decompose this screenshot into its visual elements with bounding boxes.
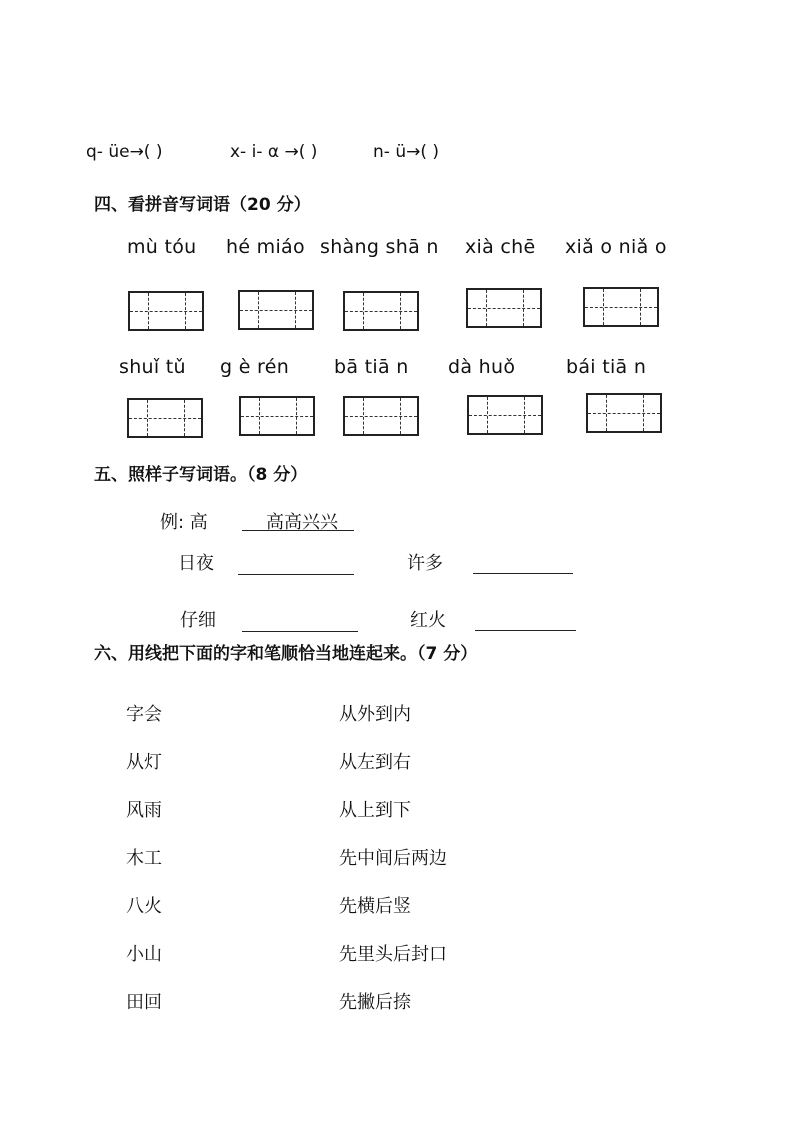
answer-blank[interactable] <box>473 573 573 574</box>
section4-heading: 四、看拼音写词语（20 分） <box>94 195 311 215</box>
match-left-item[interactable]: 八火 <box>126 896 162 917</box>
writing-grid[interactable] <box>343 396 419 436</box>
pinyin-word: dà huǒ <box>448 356 516 378</box>
writing-grid[interactable] <box>343 291 419 331</box>
writing-grid[interactable] <box>466 288 542 328</box>
match-right-item[interactable]: 先里头后封口 <box>339 944 447 965</box>
word-prompt: 仔细 <box>180 610 216 631</box>
answer-blank[interactable] <box>238 574 354 575</box>
match-left-item[interactable]: 小山 <box>126 944 162 965</box>
match-right-item[interactable]: 先撇后捺 <box>339 992 411 1013</box>
match-right-item[interactable]: 从外到内 <box>339 704 411 725</box>
pinyin-word: bái tiā n <box>566 356 647 378</box>
answer-blank[interactable] <box>242 631 358 632</box>
pinyin-word: shuǐ tǔ <box>119 356 186 378</box>
pinyin-word: mù tóu <box>127 236 197 258</box>
match-left-item[interactable]: 木工 <box>126 848 162 869</box>
section5-heading: 五、照样子写词语。（8 分） <box>94 465 308 485</box>
pinyin-word: hé miáo <box>226 236 305 258</box>
word-prompt: 红火 <box>410 610 446 631</box>
match-left-item[interactable]: 字会 <box>126 704 162 725</box>
match-right-item[interactable]: 先中间后两边 <box>339 848 447 869</box>
pinyin-combine-1: q- üe→( ) <box>86 142 163 162</box>
pinyin-word: bā tiā n <box>334 356 409 378</box>
section6-heading: 六、用线把下面的字和笔顺恰当地连起来。（7 分） <box>94 644 478 664</box>
pinyin-word: xià chē <box>465 236 536 258</box>
writing-grid[interactable] <box>127 398 203 438</box>
match-right-item[interactable]: 从左到右 <box>339 752 411 773</box>
example-label: 例: 高 <box>160 512 208 533</box>
word-prompt: 日夜 <box>178 553 214 574</box>
answer-blank[interactable] <box>475 630 576 631</box>
pinyin-word: g è rén <box>220 356 290 378</box>
writing-grid[interactable] <box>128 291 204 331</box>
example-underline <box>242 530 354 531</box>
match-left-item[interactable]: 从灯 <box>126 752 162 773</box>
example-answer: 高高兴兴 <box>266 512 338 533</box>
pinyin-combine-3: n- ü→( ) <box>373 142 439 162</box>
writing-grid[interactable] <box>467 395 543 435</box>
match-right-item[interactable]: 从上到下 <box>339 800 411 821</box>
writing-grid[interactable] <box>583 287 659 327</box>
match-left-item[interactable]: 风雨 <box>126 800 162 821</box>
writing-grid[interactable] <box>238 290 314 330</box>
pinyin-word: xiǎ o niǎ o <box>565 236 667 258</box>
writing-grid[interactable] <box>586 393 662 433</box>
pinyin-combine-2: x- i- α →( ) <box>230 142 318 162</box>
match-right-item[interactable]: 先横后竖 <box>339 896 411 917</box>
writing-grid[interactable] <box>239 396 315 436</box>
match-left-item[interactable]: 田回 <box>126 992 162 1013</box>
word-prompt: 许多 <box>407 553 443 574</box>
pinyin-word: shàng shā n <box>320 236 439 258</box>
